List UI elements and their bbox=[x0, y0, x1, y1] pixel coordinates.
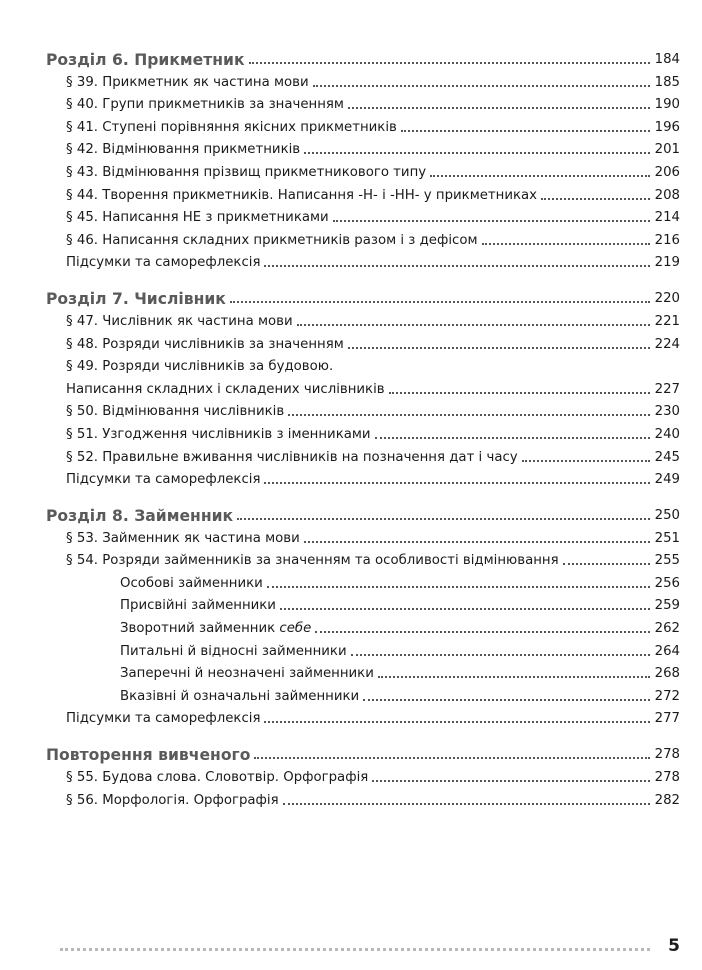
toc-entry-title: Підсумки та саморефлексія bbox=[66, 711, 261, 727]
toc-page-number: 190 bbox=[654, 97, 680, 113]
toc-page-number: 201 bbox=[654, 142, 680, 158]
toc-page-number: 251 bbox=[654, 530, 680, 546]
toc-page-number: 240 bbox=[654, 426, 680, 442]
dot-leader bbox=[563, 563, 650, 565]
table-of-contents bbox=[0, 42, 702, 809]
dot-leader bbox=[288, 414, 650, 416]
dot-leader bbox=[254, 757, 650, 759]
dot-leader bbox=[264, 721, 650, 723]
toc-page-number: 227 bbox=[654, 381, 680, 397]
toc-entry bbox=[66, 443, 680, 466]
toc-entry-title: Розділ 6. Прикметник bbox=[46, 51, 245, 69]
toc-entry-title: § 48. Розряди числівників за значенням bbox=[66, 336, 344, 352]
dot-leader bbox=[313, 85, 650, 87]
dot-leader bbox=[304, 541, 650, 543]
toc-entry bbox=[66, 375, 680, 398]
dot-leader bbox=[372, 780, 650, 782]
dot-leader bbox=[375, 437, 650, 439]
dot-leader bbox=[264, 265, 650, 267]
toc-entry bbox=[120, 637, 680, 660]
dot-leader bbox=[401, 130, 650, 132]
toc-entry-title: § 39. Прикметник як частина мови bbox=[66, 74, 309, 90]
toc-chapter bbox=[46, 42, 680, 68]
toc-page-number: 250 bbox=[654, 508, 680, 524]
toc-entry-title: Питальні й відносні займенники bbox=[120, 643, 347, 659]
dot-leader bbox=[348, 347, 650, 349]
toc-chapter bbox=[46, 281, 680, 307]
toc-entry bbox=[66, 398, 680, 421]
toc-entry-title: Особові займенники bbox=[120, 575, 263, 591]
toc-entry bbox=[66, 91, 680, 114]
toc-entry-title: § 55. Будова слова. Словотвір. Орфографія bbox=[66, 770, 369, 786]
dot-leader bbox=[237, 518, 650, 520]
page-number: 5 bbox=[668, 936, 680, 956]
toc-page-number: 255 bbox=[654, 553, 680, 569]
dot-leader bbox=[333, 220, 650, 222]
toc-page-number: 196 bbox=[654, 119, 680, 135]
dot-leader bbox=[264, 482, 650, 484]
toc-entry-title: Розділ 8. Займенник bbox=[46, 507, 234, 526]
toc-page-number: 184 bbox=[654, 52, 680, 67]
toc-entry bbox=[66, 68, 680, 91]
dot-leader bbox=[283, 803, 650, 805]
toc-entry bbox=[66, 158, 680, 181]
dot-leader bbox=[230, 301, 650, 303]
dot-leader bbox=[351, 654, 650, 656]
toc-entry bbox=[66, 204, 680, 227]
toc-entry-title: § 56. Морфологія. Орфографія bbox=[66, 792, 279, 808]
toc-entry-title: § 40. Групи прикметників за значенням bbox=[66, 97, 344, 113]
toc-entry-title: Вказівні й означальні займенники bbox=[120, 688, 360, 704]
toc-entry-title: § 41. Ступені порівняння якісних прикметників bbox=[66, 119, 397, 135]
dot-leader bbox=[522, 460, 650, 462]
dot-leader bbox=[348, 107, 650, 109]
toc-entry bbox=[66, 420, 680, 443]
toc-entry bbox=[120, 614, 680, 637]
page-footer bbox=[0, 932, 702, 962]
toc-chapter bbox=[46, 737, 680, 763]
toc-entry-title: § 45. Написання НЕ з прикметниками bbox=[66, 210, 329, 226]
toc-page-number: 219 bbox=[654, 255, 680, 271]
toc-entry bbox=[66, 249, 680, 272]
dot-leader bbox=[378, 676, 650, 678]
toc-entry-title: Зворотний займенник себе bbox=[120, 621, 312, 637]
toc-entry bbox=[66, 136, 680, 159]
toc-entry-title: Розділ 7. Числівник bbox=[46, 290, 226, 309]
toc-entry bbox=[66, 466, 680, 489]
toc-page-number: 216 bbox=[654, 232, 680, 248]
dot-leader bbox=[430, 175, 650, 177]
toc-entry-title: Підсумки та саморефлексія bbox=[66, 472, 261, 488]
toc-entry bbox=[66, 786, 680, 809]
toc-page-number: 264 bbox=[654, 643, 680, 659]
toc-entry-title: § 49. Розряди числівників за будовою. bbox=[66, 359, 334, 375]
toc-chapter bbox=[46, 498, 680, 524]
toc-entry-title: § 42. Відмінювання прикметників bbox=[66, 142, 301, 158]
toc-entry-title: § 44. Творення прикметників. Написання -Н- і -НН- у прикметниках bbox=[66, 187, 538, 203]
dot-leader bbox=[297, 324, 650, 326]
toc-page-number: 249 bbox=[654, 472, 680, 488]
toc-entry-title: § 54. Розряди займенників за значенням та особливості відмінювання bbox=[66, 553, 559, 569]
toc-page-number: 185 bbox=[654, 74, 680, 90]
dot-leader bbox=[389, 392, 650, 394]
toc-entry-title: Присвійні займенники bbox=[120, 598, 276, 614]
toc-entry bbox=[66, 226, 680, 249]
toc-entry bbox=[66, 181, 680, 204]
dot-leader bbox=[482, 243, 651, 245]
toc-page-number: 268 bbox=[654, 666, 680, 682]
toc-entry-title: § 50. Відмінювання числівників bbox=[66, 404, 285, 420]
toc-entry-title: § 53. Займенник як частина мови bbox=[66, 530, 300, 546]
toc-page-number: 282 bbox=[654, 792, 680, 808]
toc-page-number: 230 bbox=[654, 404, 680, 420]
dot-leader bbox=[267, 586, 650, 588]
toc-page-number: 208 bbox=[654, 187, 680, 203]
toc-entry-title: § 46. Написання складних прикметників разом і з дефісом bbox=[66, 232, 478, 248]
toc-page-number: 277 bbox=[654, 711, 680, 727]
toc-entry bbox=[120, 682, 680, 705]
dot-leader bbox=[315, 631, 650, 633]
toc-entry-title: Написання складних і складених числівників bbox=[66, 381, 385, 397]
dot-leader bbox=[541, 198, 650, 200]
dot-leader bbox=[280, 608, 650, 610]
toc-entry bbox=[66, 307, 680, 330]
toc-entry-title: § 43. Відмінювання прізвищ прикметникового типу bbox=[66, 164, 427, 180]
dot-leader bbox=[304, 152, 650, 154]
toc-page-number: 256 bbox=[654, 575, 680, 591]
toc-entry bbox=[120, 592, 680, 615]
toc-entry bbox=[66, 547, 680, 570]
toc-entry-title: § 47. Числівник як частина мови bbox=[66, 313, 293, 329]
toc-entry bbox=[66, 524, 680, 547]
toc-entry bbox=[120, 569, 680, 592]
toc-page-number: 214 bbox=[654, 210, 680, 226]
toc-page-number: 220 bbox=[654, 291, 680, 307]
toc-page-number: 245 bbox=[654, 449, 680, 465]
toc-entry bbox=[66, 353, 680, 376]
toc-entry-title: Повторення вивченого bbox=[46, 746, 251, 765]
toc-entry bbox=[66, 330, 680, 353]
toc-entry bbox=[120, 660, 680, 683]
toc-entry-title: § 52. Правильне вживання числівників на позначення дат і часу bbox=[66, 449, 518, 465]
toc-page-number: 278 bbox=[654, 747, 680, 763]
toc-page-number: 221 bbox=[654, 313, 680, 329]
toc-entry bbox=[66, 705, 680, 728]
footer-dotted-rule bbox=[60, 948, 650, 951]
dot-leader bbox=[363, 699, 650, 701]
toc-page-number: 272 bbox=[654, 688, 680, 704]
toc-page-number: 259 bbox=[654, 598, 680, 614]
toc-entry-title: § 51. Узгодження числівників з іменниками bbox=[66, 426, 371, 442]
toc-entry-title: Підсумки та саморефлексія bbox=[66, 255, 261, 271]
toc-page-number: 224 bbox=[654, 336, 680, 352]
toc-page-number: 262 bbox=[654, 621, 680, 637]
toc-page-number: 206 bbox=[654, 164, 680, 180]
toc-entry-title: Заперечні й неозначені займенники bbox=[120, 666, 374, 682]
toc-page-number: 278 bbox=[654, 770, 680, 786]
toc-entry bbox=[66, 113, 680, 136]
dot-leader bbox=[249, 62, 650, 64]
toc-entry bbox=[66, 763, 680, 786]
